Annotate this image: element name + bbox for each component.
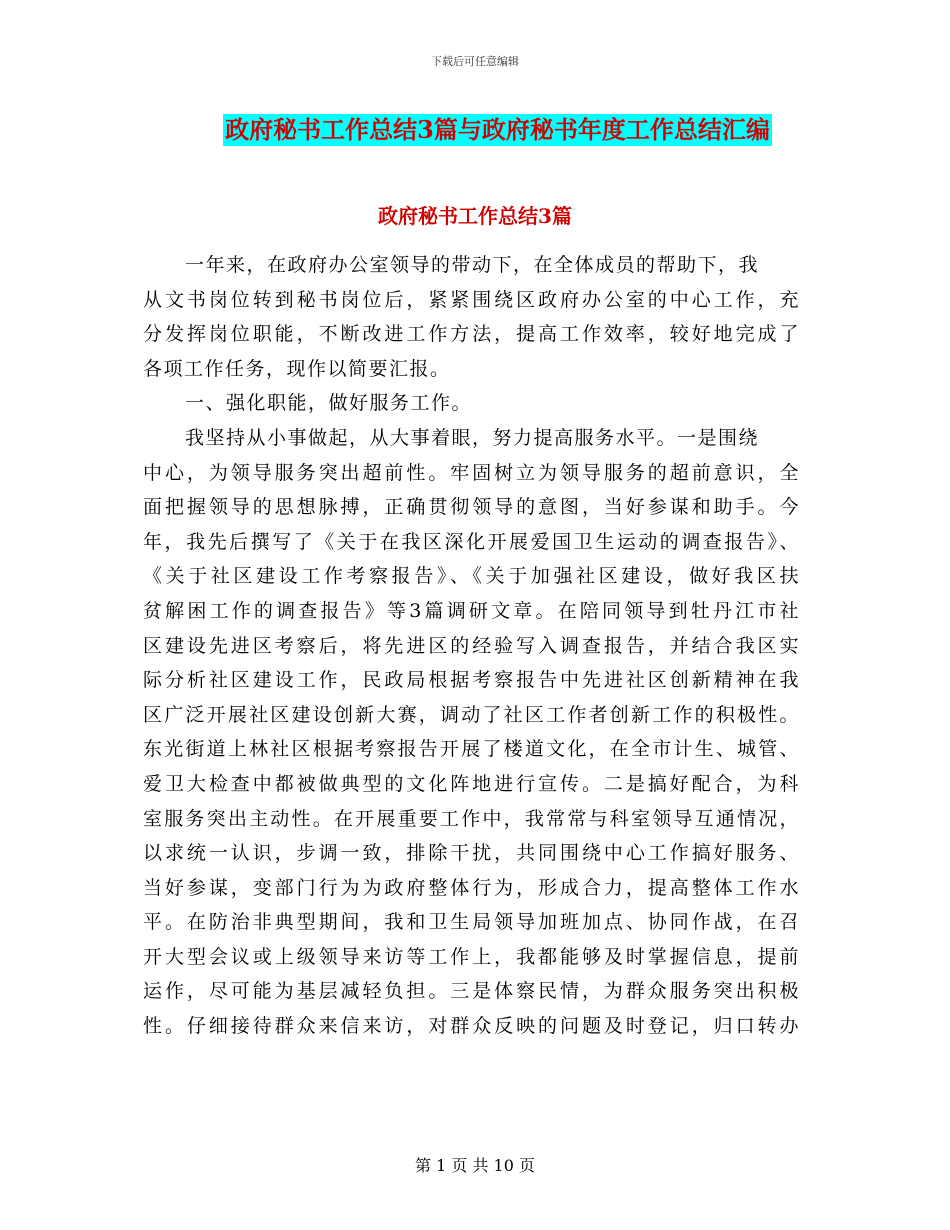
text-line: 一年来，在政府办公室领导的带动下，在全体成员的帮助下，我 xyxy=(185,254,760,276)
text-line: 从文书岗位转到秘书岗位后，紧紧围绕区政府办公室的中心工作，充 xyxy=(143,288,800,311)
text-line: 际分析社区建设工作，民政局根据考察报告中先进社区创新精神在我 xyxy=(143,669,800,692)
document-title: 政府秘书工作总结3篇与政府秘书年度工作总结汇编 xyxy=(225,115,770,144)
text-line: 中心，为领导服务突出超前性。牢固树立为领导服务的超前意识，全 xyxy=(143,461,800,484)
text-line: 爱卫大检查中都被做典型的文化阵地进行宣传。二是搞好配合，为科 xyxy=(143,772,800,795)
text-line: 区广泛开展社区建设创新大赛，调动了社区工作者创新工作的积极性。 xyxy=(143,703,800,726)
header-note: 下载后可任意编辑 xyxy=(431,55,519,68)
text-line: 运作，尽可能为基层减轻负担。三是体察民情，为群众服务突出积极 xyxy=(143,980,800,1003)
text-line: 东光街道上林社区根据考察报告开展了楼道文化，在全市计生、城管、 xyxy=(143,738,800,761)
section-title: 政府秘书工作总结3篇 xyxy=(378,204,572,228)
text-line: 开大型会议或上级领导来访等工作上，我都能够及时掌握信息，提前 xyxy=(143,945,800,968)
text-line: 我坚持从小事做起，从大事着眼，努力提高服务水平。一是围绕 xyxy=(185,426,760,449)
text-line: 当好参谋，变部门行为为政府整体行为，形成合力，提高整体工作水 xyxy=(143,876,800,899)
text-line: 贫解困工作的调查报告》等3篇调研文章。在陪同领导到牡丹江市社 xyxy=(143,599,800,622)
document-title-container xyxy=(0,114,950,146)
document-body xyxy=(143,248,800,1044)
text-line: 面把握领导的思想脉搏，正确贯彻领导的意图，当好参谋和助手。今 xyxy=(143,496,800,519)
text-line: 各项工作任务，现作以简要汇报。 xyxy=(143,357,451,380)
text-line: 年，我先后撰写了《关于在我区深化开展爱国卫生运动的调查报告》、 xyxy=(143,530,800,553)
text-line: 分发挥岗位职能，不断改进工作方法，提高工作效率，较好地完成了 xyxy=(143,323,800,346)
text-line: 《关于社区建设工作考察报告》、《关于加强社区建设，做好我区扶 xyxy=(143,565,800,588)
text-line: 以求统一认识，步调一致，排除干扰，共同围绕中心工作搞好服务、 xyxy=(143,842,800,865)
text-line: 区建设先进区考察后，将先进区的经验写入调查报告，并结合我区实 xyxy=(143,634,800,657)
subheading-line: 一、强化职能，做好服务工作。 xyxy=(185,392,473,415)
text-line: 平。在防治非典型期间，我和卫生局领导加班加点、协同作战，在召 xyxy=(143,911,800,934)
text-line: 性。仔细接待群众来信来访，对群众反映的问题及时登记，归口转办 xyxy=(143,1015,800,1038)
text-line: 室服务突出主动性。在开展重要工作中，我常常与科室领导互通情况， xyxy=(143,807,800,830)
page-number: 第 1 页 共 10 页 xyxy=(415,1156,535,1175)
